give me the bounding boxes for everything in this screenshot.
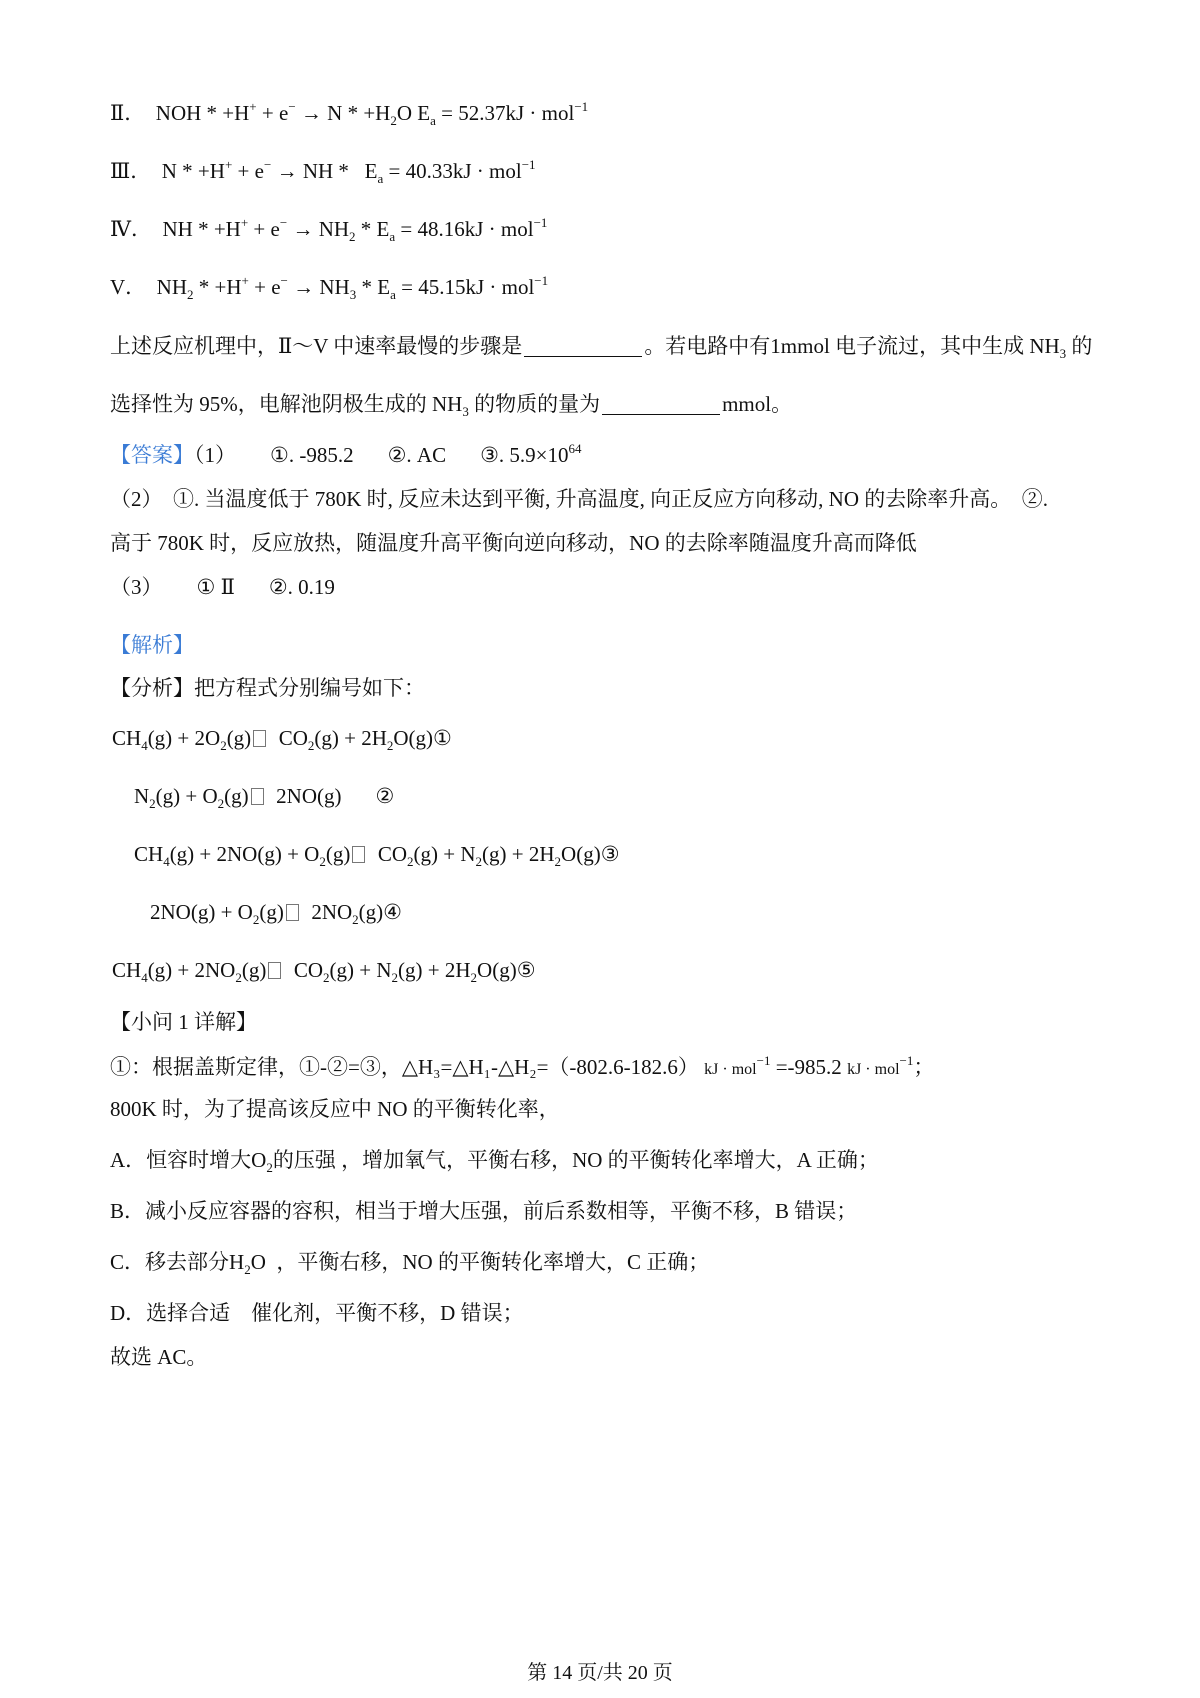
ea-value: 40.33kJ bbox=[405, 159, 472, 183]
answer-num: （1） bbox=[194, 443, 236, 467]
mechanism-step-5: V． $NH_2 * +H^+ + e^- \to NH_3 * E_a = 45.15kJ \cdot mol^{-1}$ bbox=[110, 273, 549, 302]
answer-blank[interactable] bbox=[524, 336, 642, 357]
question-text: 。若电路中有1mmol 电子流过，其中生成 bbox=[644, 334, 1025, 358]
answer-3a: ① Ⅱ bbox=[196, 575, 235, 599]
option-text: C．移去部分 bbox=[110, 1250, 230, 1274]
conclusion: 故选 AC。 bbox=[110, 1345, 208, 1369]
answer-blank[interactable] bbox=[602, 394, 720, 415]
ea-value: 48.16kJ bbox=[417, 217, 484, 241]
p1-text: ； bbox=[913, 1055, 935, 1079]
equilibrium-icon bbox=[253, 730, 266, 747]
mechanism-step-4: Ⅳ． NH * $+H^+ + e^- \to NH_2 * E_a = 48.16kJ \cdot mol^{-1}$ bbox=[110, 215, 548, 244]
option-b: B．减小反应容器的容积，相当于增大压强，前后系数相等，平衡不移，B 错误； bbox=[110, 1199, 858, 1223]
analysis-tag: 【解析】 bbox=[110, 633, 194, 657]
step-label: Ⅲ． bbox=[110, 159, 152, 183]
equilibrium-icon bbox=[286, 904, 299, 921]
answer-line-3: 高于 780K 时，反应放热，随温度升高平衡向逆向移动，NO 的去除率随温度升高而降低 bbox=[110, 531, 917, 555]
answer-line-1 bbox=[110, 440, 582, 470]
answer-1a: ①. -985.2 bbox=[270, 443, 354, 467]
equation-5: $CH_4(g) + 2NO_2(g) CO_2(g) + N_2(g)$ + $2H_2O(g)⑤$ bbox=[112, 958, 536, 985]
question-text: 的 bbox=[1071, 334, 1093, 358]
question-text: 上述反应机理中，Ⅱ～V 中速率最慢的步骤是 bbox=[110, 334, 523, 358]
analysis-paragraph-1: ①：根据盖斯定律，①-②=③，△H₃=△H₁-△H₂=（-802.6-182.6） kJ · mol$^{-1}$ =-985.2 kJ · mol$^{-1}$； bbox=[110, 1053, 935, 1079]
option-d: D．选择合适 催化剂，平衡不移，D 错误； bbox=[110, 1301, 524, 1325]
ea-value: 52.37kJ bbox=[458, 101, 525, 125]
option-a: A．恒容时增大$O_2$的压强 ，增加氧气，平衡右移，NO 的平衡转化率增大，A 正确； bbox=[110, 1148, 879, 1175]
equilibrium-icon bbox=[251, 788, 264, 805]
step-label: Ⅱ． bbox=[110, 101, 146, 125]
subquestion-1-heading: 【小问 1 详解】 bbox=[110, 1010, 257, 1034]
answer-1c-exponent: 64 bbox=[568, 441, 582, 456]
analysis-intro: 【分析】把方程式分别编号如下： bbox=[110, 676, 425, 700]
equation-3: $CH_4(g) + 2NO(g) + O_2(g) CO_2(g) + N_2(g)$ + $2H_2O(g)③$ bbox=[134, 842, 620, 869]
eq-mark: ⑤ bbox=[516, 958, 536, 982]
analysis-paragraph-2: 800K 时，为了提高该反应中 NO 的平衡转化率， bbox=[110, 1097, 560, 1121]
option-text: 的压强 ，增加氧气，平衡右移，NO 的平衡转化率增大，A 正确； bbox=[272, 1148, 879, 1172]
option-text: A．恒容时增大 bbox=[110, 1148, 252, 1172]
option-text: ，平衡右移，NO 的平衡转化率增大，C 正确； bbox=[276, 1250, 710, 1274]
page-footer: 第 14 页/共 20 页 bbox=[527, 1662, 673, 1684]
equation-1: $CH_4(g) + 2O_2(g) CO_2(g)$ + $2H_2O(g)①$ bbox=[112, 726, 452, 753]
eq-mark: ④ bbox=[383, 900, 402, 924]
question-text: 选择性为 95%，电解池阴极生成的 bbox=[110, 392, 427, 416]
answer-1c: ③. 5.9×10 bbox=[480, 443, 569, 467]
answer-line-2: （2） ①. 当温度低于 780K 时, 反应未达到平衡, 升高温度, 向正反应方向移动, NO 的去除率升高。 ②. bbox=[110, 487, 1048, 511]
answer-line-4 bbox=[110, 572, 335, 602]
eq-mark: ② bbox=[375, 784, 395, 808]
step-label: Ⅳ． bbox=[110, 217, 152, 241]
answer-num: （3） bbox=[110, 575, 163, 599]
question-text: 的物质的量为 bbox=[474, 392, 601, 416]
equilibrium-icon bbox=[268, 962, 281, 979]
option-c: C．移去部分$H_2O$ ，平衡右移，NO 的平衡转化率增大，C 正确； bbox=[110, 1250, 710, 1277]
p1-text: =-985.2 bbox=[775, 1055, 842, 1079]
step-label: V． bbox=[110, 275, 147, 299]
ea-value: 45.15kJ bbox=[418, 275, 485, 299]
equation-4: $2NO(g) + O_2(g)$ $2NO_2(g)④$ bbox=[150, 900, 402, 927]
answer-1b: ②. AC bbox=[387, 443, 447, 467]
mechanism-step-3: Ⅲ． N * +H+ + e− → NH * $E_a = 40.33kJ \cdot mol^{-1}$ bbox=[110, 157, 536, 186]
equilibrium-icon bbox=[352, 846, 365, 863]
eq-mark: ① bbox=[433, 726, 452, 750]
question-text: mmol。 bbox=[722, 392, 793, 416]
mechanism-step-2: Ⅱ． NOH * $+H^+ + e^- \to N * +H_2O$ $E_a = 52.37kJ \cdot mol^{-1}$ bbox=[110, 99, 589, 128]
answer-tag: 【答案】 bbox=[110, 443, 194, 467]
equation-2: $N_2(g) + O_2(g)$ 2NO(g) ② bbox=[134, 784, 395, 811]
answer-3b: ②. 0.19 bbox=[268, 575, 335, 599]
eq-mark: ③ bbox=[600, 842, 620, 866]
p1-text: ①：根据盖斯定律，①-②=③，△H₃=△H₁-△H₂=（-802.6-182.6） bbox=[110, 1055, 699, 1079]
question-line-2: 选择性为 95%，电解池阴极生成的 $NH_3$ 的物质的量为 mmol。 bbox=[110, 392, 793, 419]
question-line-1: 上述反应机理中，Ⅱ～V 中速率最慢的步骤是 。若电路中有1mmol 电子流过，其中生成 $NH_3$ 的 bbox=[110, 334, 1093, 361]
